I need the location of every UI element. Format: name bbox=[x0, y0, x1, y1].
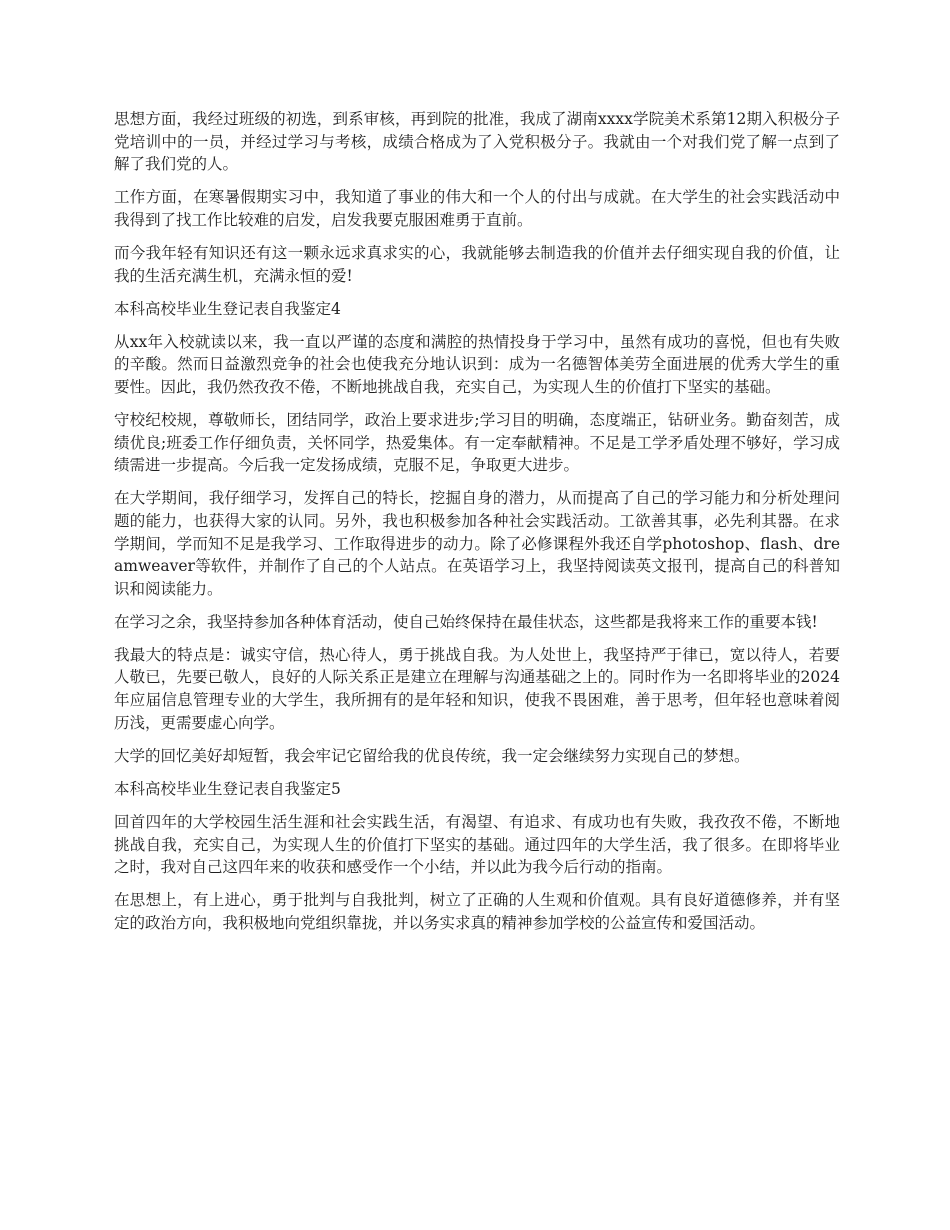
section-heading-4: 本科高校毕业生登记表自我鉴定4 bbox=[114, 299, 341, 318]
paragraph-sports: 在学习之余，我坚持参加各种体育活动，使自己始终保持在最佳状态，这些都是我将来工作的重要本钱! bbox=[114, 612, 818, 631]
section-heading-5: 本科高校毕业生登记表自我鉴定5 bbox=[114, 779, 341, 798]
paragraph-since-enrollment: 从xx年入校就读以来，我一直以严谨的态度和满腔的热情投身于学习中，虽然有成功的喜悦，但也有失败的辛酸。然而日益激烈竞争的社会也使我充分地认识到：成为一名德智体美劳全面进展的优秀大学生的重要性。因此，我仍然孜孜不倦，不断地挑战自我，充实自己，为实现人生的价值打下坚实的基础。 bbox=[114, 332, 840, 396]
paragraph-work: 工作方面，在寒暑假期实习中，我知道了事业的伟大和一个人的付出与成就。在大学生的社会实践活动中我得到了找工作比较难的启发，启发我要克服困难勇于直前。 bbox=[114, 188, 840, 229]
paragraph-memories: 大学的回忆美好却短暂，我会牢记它留给我的优良传统，我一定会继续努力实现自己的梦想。 bbox=[114, 746, 750, 765]
paragraph-thought: 在思想上，有上进心，勇于批判与自我批判，树立了正确的人生观和价值观。具有良好道德修养，并有坚定的政治方向，我积极地向党组织靠拢，并以务实求真的精神参加学校的公益宣传和爱国活动。 bbox=[114, 891, 840, 932]
paragraph-discipline: 守校纪校规，尊敬师长，团结同学，政治上要求进步;学习目的明确，态度端正，钻研业务。勤奋刻苦，成绩优良;班委工作仔细负责，关怀同学，热爱集体。有一定奉献精神。不足是工学矛盾处理不够好，学习成绩需进一步提高。今后我一定发扬成绩，克服不足，争取更大进步。 bbox=[114, 411, 840, 475]
paragraph-ideology: 思想方面，我经过班级的初选，到系审核，再到院的批准，我成了湖南xxxx学院美术系第12期入积极分子党培训中的一员，并经过学习与考核，成绩合格成为了入党积极分子。我就由一个对我们党了解一点到了解了我们党的人。 bbox=[114, 110, 840, 174]
paragraph-university-period: 在大学期间，我仔细学习，发挥自己的特长，挖掘自身的潜力，从而提高了自己的学习能力和分析处理问题的能力，也获得大家的认同。另外，我也积极参加各种社会实践活动。工欲善其事，必先利其器。在求学期间，学而知不足是我学习、工作取得进步的动力。除了必修课程外我还自学photoshop、flash、dreamweaver等软件，并制作了自己的个人站点。在英语学习上，我坚持阅读英文报刊，提高自己的科普知识和阅读能力。 bbox=[114, 489, 840, 598]
paragraph-traits: 我最大的特点是：诚实守信，热心待人，勇于挑战自我。为人处世上，我坚持严于律已，宽以待人，若要人敬已，先要已敬人，良好的人际关系正是建立在理解与沟通基础之上的。同时作为一名即将毕业的2024年应届信息管理专业的大学生，我所拥有的是年轻和知识，使我不畏困难，善于思考，但年轻也意味着阅历浅，更需要虚心向学。 bbox=[114, 645, 840, 732]
paragraph-four-years: 回首四年的大学校园生活生涯和社会实践生活，有渴望、有追求、有成功也有失败，我孜孜不倦，不断地挑战自我，充实自己，为实现人生的价值打下坚实的基础。通过四年的大学生活，我了很多。在即将毕业之时，我对自己这四年来的收获和感受作一个小结，并以此为我今后行动的指南。 bbox=[114, 812, 840, 877]
document-page bbox=[114, 108, 840, 945]
paragraph-value: 而今我年轻有知识还有这一颗永远求真求实的心，我就能够去制造我的价值并去仔细实现自我的价值，让我的生活充满生机，充满永恒的爱! bbox=[114, 243, 840, 285]
